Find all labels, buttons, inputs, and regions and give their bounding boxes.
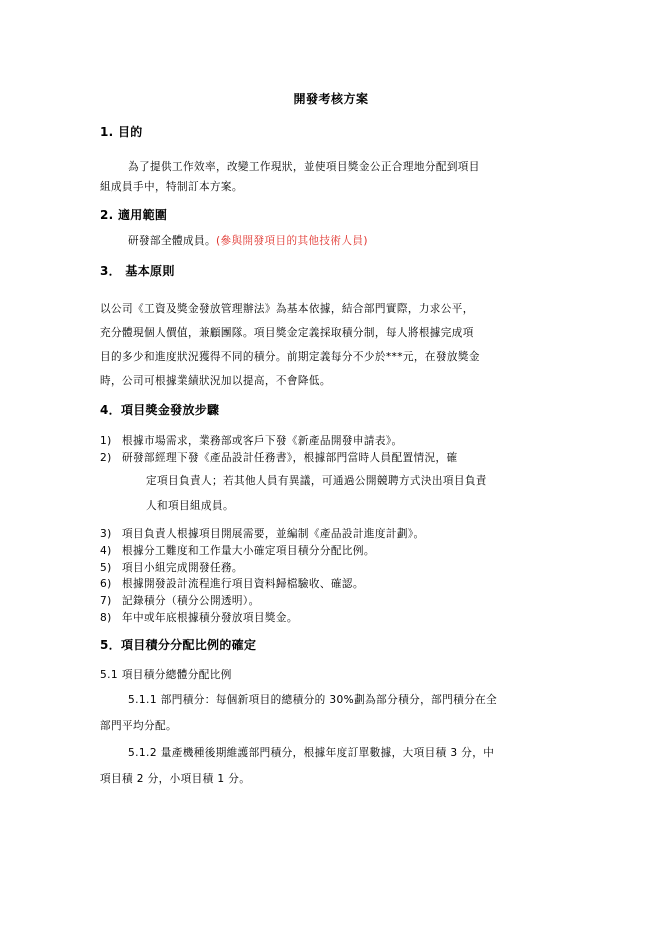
list-item <box>100 434 403 448</box>
section-5-1-subheading: 5.1 項目積分總體分配比例 <box>100 669 232 681</box>
section-5-1-2-line-2: 項目積 2 分，小項目積 1 分。 <box>100 773 251 785</box>
section-3-line-2: 充分體現個人價值，兼顧團隊。項目獎金定義採取積分制，每人將根據完成項 <box>100 327 474 339</box>
list-item-text: 根據開發設計流程進行項目資料歸檔驗收、確認。 <box>122 578 364 590</box>
list-item-number: 6) <box>100 578 112 590</box>
list-item-number: 5) <box>100 562 112 574</box>
section-2-heading: 2. 適用範圍 <box>100 208 168 222</box>
list-item-number: 4) <box>100 545 112 557</box>
section-3-line-4: 時，公司可根據業績狀況加以提高，不會降低。 <box>100 375 331 387</box>
list-item-text: 根據市場需求，業務部或客戶下發《新產品開發申請表》。 <box>122 435 403 447</box>
section-5-1-2-line-1: 5.1.2 量產機種後期維護部門積分，根據年度訂單數據，大項目積 3 分，中 <box>128 747 495 759</box>
list-item <box>100 611 298 625</box>
section-1-para-line-2: 組成員手中，特制訂本方案。 <box>100 181 243 193</box>
list-item-text: 項目負責人根據項目開展需要，並編制《產品設計進度計劃》。 <box>122 528 425 540</box>
list-item-text: 根據分工難度和工作量大小確定項目積分分配比例。 <box>122 545 375 557</box>
list-item-text: 記錄積分（積分公開透明）。 <box>122 595 260 607</box>
list-item-number: 7) <box>100 595 112 607</box>
list-item-number: 3) <box>100 528 112 540</box>
section-2-text <box>128 234 368 248</box>
list-item <box>100 451 458 465</box>
list-item-continuation: 定項目負責人；若其他人員有異議，可通過公開競聘方式決出項目負責 <box>146 475 487 487</box>
list-item-text: 年中或年底根據積分發放項目獎金。 <box>122 612 298 624</box>
section-5-1-1-line-1: 5.1.1 部門積分：每個新項目的總積分的 30%劃為部分積分，部門積分在全 <box>128 694 498 706</box>
list-item-text: 項目小組完成開發任務。 <box>122 562 243 574</box>
list-item-number: 8) <box>100 612 112 624</box>
list-item <box>100 561 243 575</box>
section-3-line-1: 以公司《工資及獎金發放管理辦法》為基本依據，結合部門實際，力求公平， <box>100 303 474 315</box>
list-item <box>100 594 260 608</box>
list-item-number: 2) <box>100 452 112 464</box>
list-item <box>100 527 425 541</box>
section-1-para-line-1: 為了提供工作效率，改變工作現狀，並使項目獎金公正合理地分配到項目 <box>128 161 480 173</box>
list-item-number: 1) <box>100 435 112 447</box>
section-4-heading: 4．項目獎金發放步驟 <box>100 403 220 417</box>
section-3-line-3: 目的多少和進度狀況獲得不同的積分。前期定義每分不少於***元，在發放獎金 <box>100 351 480 363</box>
list-item-text: 研發部經理下發《產品設計任務書》，根據部門當時人員配置情況，確 <box>122 452 458 464</box>
section-3-heading: 3． 基本原則 <box>100 264 175 278</box>
list-item <box>100 577 364 591</box>
document-title: 開發考核方案 <box>293 92 369 106</box>
list-item <box>100 544 375 558</box>
section-2-scope: 研發部全體成員。 <box>128 235 216 247</box>
section-1-heading: 1. 目的 <box>100 125 143 139</box>
section-5-1-1-line-2: 部門平均分配。 <box>100 720 177 732</box>
section-2-note: (參與開發項目的其他技術人員) <box>215 235 368 247</box>
list-item-continuation: 人和項目組成員。 <box>146 500 234 512</box>
section-5-heading: 5．項目積分分配比例的確定 <box>100 638 257 652</box>
